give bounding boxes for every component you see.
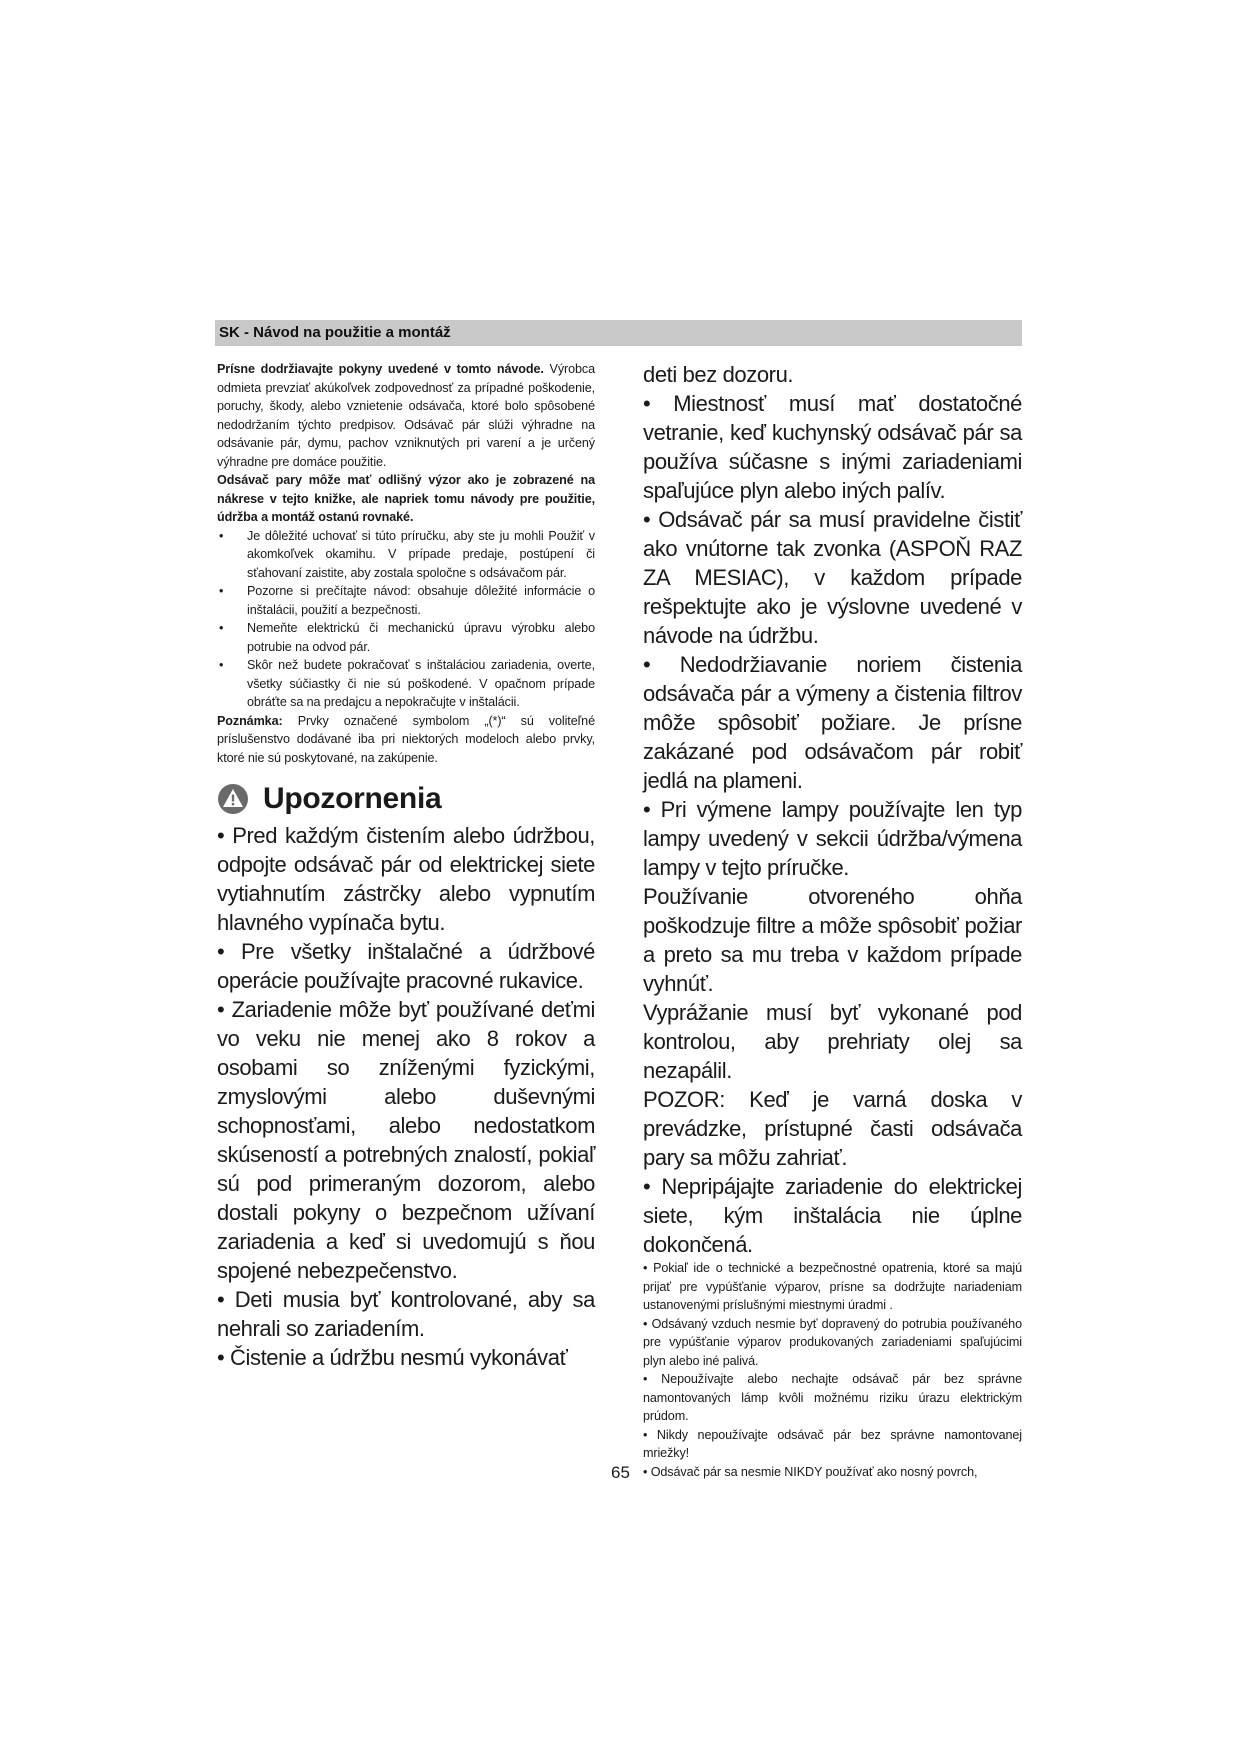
- warning-paragraph: • Deti musia byť kontrolované, aby sa nehrali so zariadením.: [217, 1287, 595, 1341]
- page-number: 65: [611, 1463, 630, 1482]
- list-item: • Je dôležité uchovať si túto príručku, aby ste ju mohli Použiť v akomkoľvek okamihu. V prípade predaje, postúpení či sťahovaní zaistite, aby zostala spoločne s odsávačom pár.: [219, 528, 595, 580]
- safety-paragraph: • Pokiaľ ide o technické a bezpečnostné opatrenia, ktoré sa majú prijať pre vypúšťanie výparov, prísne sa dodržujte nariadeniam ustanovenými príslušnými miestnymi úradmi .: [643, 1261, 1022, 1312]
- warning-paragraph: • Pri výmene lampy používajte len typ lampy uvedený v sekcii údržba/výmena lampy v tejto príručke.: [643, 797, 1022, 880]
- note-label: Poznámka:: [217, 713, 283, 728]
- warning-paragraph: • Nedodržiavanie noriem čistenia odsávača pár a výmeny a čistenia filtrov môže spôsobiť požiare. Je prísne zakázané pod odsávačom pár robiť jedlá na plameni.: [643, 652, 1022, 793]
- warning-paragraph: • Pre všetky inštalačné a údržbové operácie používajte pracovné rukavice.: [217, 939, 595, 993]
- warning-paragraph: deti bez dozoru.: [643, 362, 794, 387]
- appearance-note: Odsávač pary môže mať odlišný výzor ako je zobrazené na nákrese v tejto knižke, ale napriek tomu návody pre použitie, údržba a montáž ostanú rovnaké.: [217, 473, 595, 524]
- list-item: • Nemeňte elektrickú či mechanickú úpravu výrobku alebo potrubie na odvod pár.: [219, 621, 595, 654]
- warnings-heading: [217, 781, 595, 817]
- intro-bold: Prísne dodržiavajte pokyny uvedené v tomto návode.: [217, 362, 544, 376]
- safety-paragraph: • Nikdy nepoužívajte odsávač pár bez správne namontovanej mriežky!: [643, 1427, 1022, 1460]
- list-item: • Pozorne si prečítajte návod: obsahuje dôležité informácie o inštalácii, použití a bezpečnosti.: [219, 584, 595, 617]
- warning-paragraph: Používanie otvoreného ohňa poškodzuje filtre a môže spôsobiť požiar a preto sa mu treba v každom prípade vyhnúť.: [643, 884, 1022, 996]
- intro-paragraph: [217, 360, 595, 471]
- warning-paragraph: • Čistenie a údržbu nesmú vykonávať: [217, 1345, 568, 1370]
- warning-icon: [217, 783, 249, 815]
- intro-text: Výrobca odmieta prevziať akúkoľvek zodpovednosť za prípadné poškodenie, poruchy, škody, alebo vznietenie odsávača, ktoré bolo spôsobené nedodržaním týchto predpisov. Odsávač pár slúži výhradne na odsávanie pár, dymu, pachov vzniknutých pri varení a je určený výhradne pre domáce použitie.: [217, 362, 596, 469]
- warning-paragraph: POZOR: Keď je varná doska v prevádzke, prístupné časti odsávača pary sa môžu zahriať.: [643, 1087, 1022, 1170]
- warning-paragraph: • Zariadenie môže byť používané deťmi vo veku nie menej ako 8 rokov a osobami so zníženými fyzickými, zmyslovými alebo duševnými schopnosťami, alebo nedostatkom skúseností a potrebných znalostí, pokiaľ sú pod primeraným dozorom, alebo dostali pokyny o bezpečnom užívaní zariadenia a keď si uvedomujú s ňou spojené nebezpečenstvo.: [217, 997, 595, 1283]
- instruction-list: [217, 527, 595, 712]
- note-paragraph: [217, 712, 595, 768]
- warning-paragraph: Vyprážanie musí byť vykonané pod kontrolou, aby prehriaty olej sa nezapálil.: [643, 1000, 1022, 1083]
- note-text: Prvky označené symbolom „(*)“ sú voliteľné príslušenstvo dodávané iba pri niektorých modeloch alebo prvky, ktoré nie sú poskytované, na zakúpenie.: [217, 713, 595, 765]
- safety-paragraph: • Nepoužívajte alebo nechajte odsávač pár bez správne namontovaných lámp kvôli možnému riziku úrazu elektrickým prúdom.: [643, 1372, 1022, 1423]
- safety-paragraph: • Odsávaný vzduch nesmie byť dopravený do potrubia používaného pre vypúšťanie výparov produkovaných zariadeniami spaľujúcimi plyn alebo iné palivá.: [643, 1316, 1022, 1368]
- left-column: [217, 360, 595, 1372]
- section-header: SK - Návod na použitie a montáž: [215, 320, 1022, 346]
- safety-paragraph: • Odsávač pár sa nesmie NIKDY používať ako nosný povrch,: [643, 1464, 978, 1479]
- right-column: [643, 360, 1022, 1481]
- warning-paragraph: • Nepripájajte zariadenie do elektrickej siete, kým inštalácia nie úplne dokončená.: [643, 1174, 1022, 1257]
- warning-paragraph: • Pred každým čistením alebo údržbou, odpojte odsávač pár od elektrickej siete vytiahnutím zástrčky alebo vypnutím hlavného vypínača bytu.: [217, 823, 595, 935]
- warning-paragraph: • Odsávač pár sa musí pravidelne čistiť ako vnútorne tak zvonka (ASPOŇ RAZ ZA MESIAC), v každom prípade rešpektujte ako je výslovne uvedené v návode na údržbu.: [643, 507, 1022, 648]
- warning-paragraph: • Miestnosť musí mať dostatočné vetranie, keď kuchynský odsávač pár sa používa súčasne s inými zariadeniami spaľujúce plyn alebo iných palív.: [643, 391, 1022, 503]
- warnings-title: Upozornenia: [263, 782, 442, 815]
- list-item: • Skôr než budete pokračovať s inštaláciou zariadenia, overte, všetky súčiastky či nie sú poškodené. V opačnom prípade obráťte sa na predajcu a nepokračujte v inštalácii.: [219, 658, 595, 709]
